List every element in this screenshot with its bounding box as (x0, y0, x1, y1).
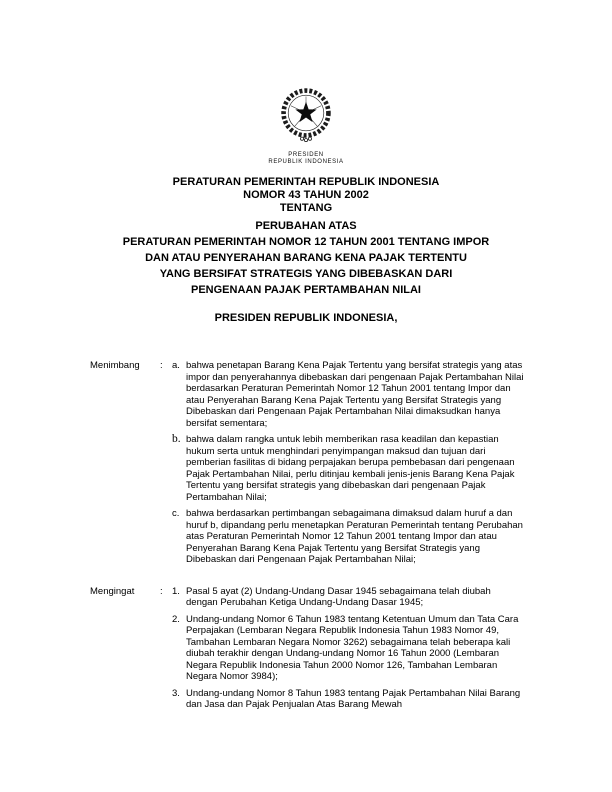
menimbang-label: Menimbang (90, 360, 140, 371)
emblem-caption-line1: PRESIDEN (288, 152, 324, 158)
list-item-text: bahwa penetapan Barang Kena Pajak Tertentu yang bersifat strategis yang atas impor dan penyerahannya dibebaskan dari pengenaan Pajak Pertambahan Nilai berdasarkan Peraturan Pemerintah Nomor 12 Tahun 2001 tentang Impor dan atau Penyerahan Barang Kena Pajak Tertentu yang Bersifat Strategis yang Dibebaskan dari Pengenaan Pajak Pertambahan Nilai dimaksudkan hanya bersifat sementara; (186, 360, 524, 429)
list-item-text: Undang-undang Nomor 8 Tahun 1983 tentang Pajak Pertambahan Nilai Barang dan Jasa dan Pajak Penjualan Atas Barang Mewah (186, 687, 521, 710)
emblem-caption-line2: REPUBLIK INDONESIA (268, 159, 344, 165)
mengingat-label: Mengingat (90, 585, 135, 597)
mengingat-items (172, 586, 524, 711)
list-item (172, 688, 524, 711)
title-line-subject-1: PERATURAN PEMERINTAH NOMOR 12 TAHUN 2001 TENTANG IMPOR (122, 236, 490, 248)
star-icon (295, 102, 316, 122)
title-line-perubahan: PERUBAHAN ATAS (255, 220, 357, 232)
title-line-subject-4: PENGENAAN PAJAK PERTAMBAHAN NILAI (191, 284, 421, 296)
title-line-subject-2: DAN ATAU PENYERAHAN BARANG KENA PAJAK TERTENTU (145, 252, 467, 264)
menimbang-colon: : (160, 360, 163, 371)
title-line-number: NOMOR 43 TAHUN 2002 (243, 189, 369, 201)
list-item-marker: c. (172, 508, 180, 519)
list-item-text: bahwa berdasarkan pertimbangan sebagaimana dimaksud dalam huruf a dan huruf b, dipandang perlu menetapkan Peraturan Pemerintah tentang Perubahan atas Peraturan Pemerintah Nomor 12 Tahun 2001 tentang Impor dan atau Penyerahan Barang Kena Pajak Tertentu yang Bersifat Strategis yang Dibebaskan dari Pengenaan Pajak Pertambahan Nilai; (186, 508, 523, 565)
list-item-marker: a. (172, 360, 180, 371)
document-body (90, 360, 524, 711)
menimbang-section (90, 360, 524, 566)
mengingat-section (90, 586, 524, 711)
salutation: PRESIDEN REPUBLIK INDONESIA, (214, 312, 398, 324)
list-item (172, 586, 524, 609)
presidential-emblem (0, 84, 612, 166)
mengingat-colon: : (160, 585, 163, 597)
title-line-regulation: PERATURAN PEMERINTAH REPUBLIK INDONESIA (172, 176, 440, 188)
list-item-text: Undang-undang Nomor 6 Tahun 1983 tentang Ketentuan Umum dan Tata Cara Perpajakan (Lembaran Negara Republik Indonesia Tahun 1983 Nomor 49, Tambahan Lembaran Negara Nomor 3262) sebagaimana telah beberapa kali diubah terakhir dengan Undang-undang Nomor 16 Tahun 2000 (Lembaran Negara Republik Indonesia Tahun 2000 Nomor 126, Tambahan Lembaran Negara Nomor 3984); (186, 613, 519, 682)
emblem-caption (0, 152, 612, 166)
document-title (0, 176, 612, 298)
garuda-star-seal-icon (273, 84, 339, 146)
list-item (172, 614, 524, 683)
title-line-tentang: TENTANG (279, 202, 333, 214)
list-item (172, 508, 524, 566)
title-line-subject-3: YANG BERSIFAT STRATEGIS YANG DIBEBASKAN DARI (159, 268, 453, 280)
list-item-marker: 2. (172, 613, 180, 625)
list-item-text: Pasal 5 ayat (2) Undang-Undang Dasar 1945 sebagaimana telah diubah dengan Perubahan Ketiga Undang-Undang Dasar 1945; (186, 585, 491, 608)
list-item-marker: b. (172, 433, 181, 445)
list-item-marker: 1. (172, 585, 180, 597)
list-item-marker: 3. (172, 687, 180, 699)
list-item (172, 360, 524, 429)
list-item (172, 434, 524, 503)
menimbang-items (172, 360, 524, 566)
list-item-text: bahwa dalam rangka untuk lebih memberikan rasa keadilan dan kepastian hukum serta untuk menghindari penyimpangan maksud dan tujuan dari pemberian fasilitas di bidang perpajakan berupa pembebasan dari pengenaan Pajak Pertambahan Nilai, perlu ditinjau kembali jenis-jenis Barang Kena Pajak Tertentu yang bersifat strategis yang dibebaskan dari pengenaan Pajak Pertambahan Nilai; (186, 434, 515, 503)
